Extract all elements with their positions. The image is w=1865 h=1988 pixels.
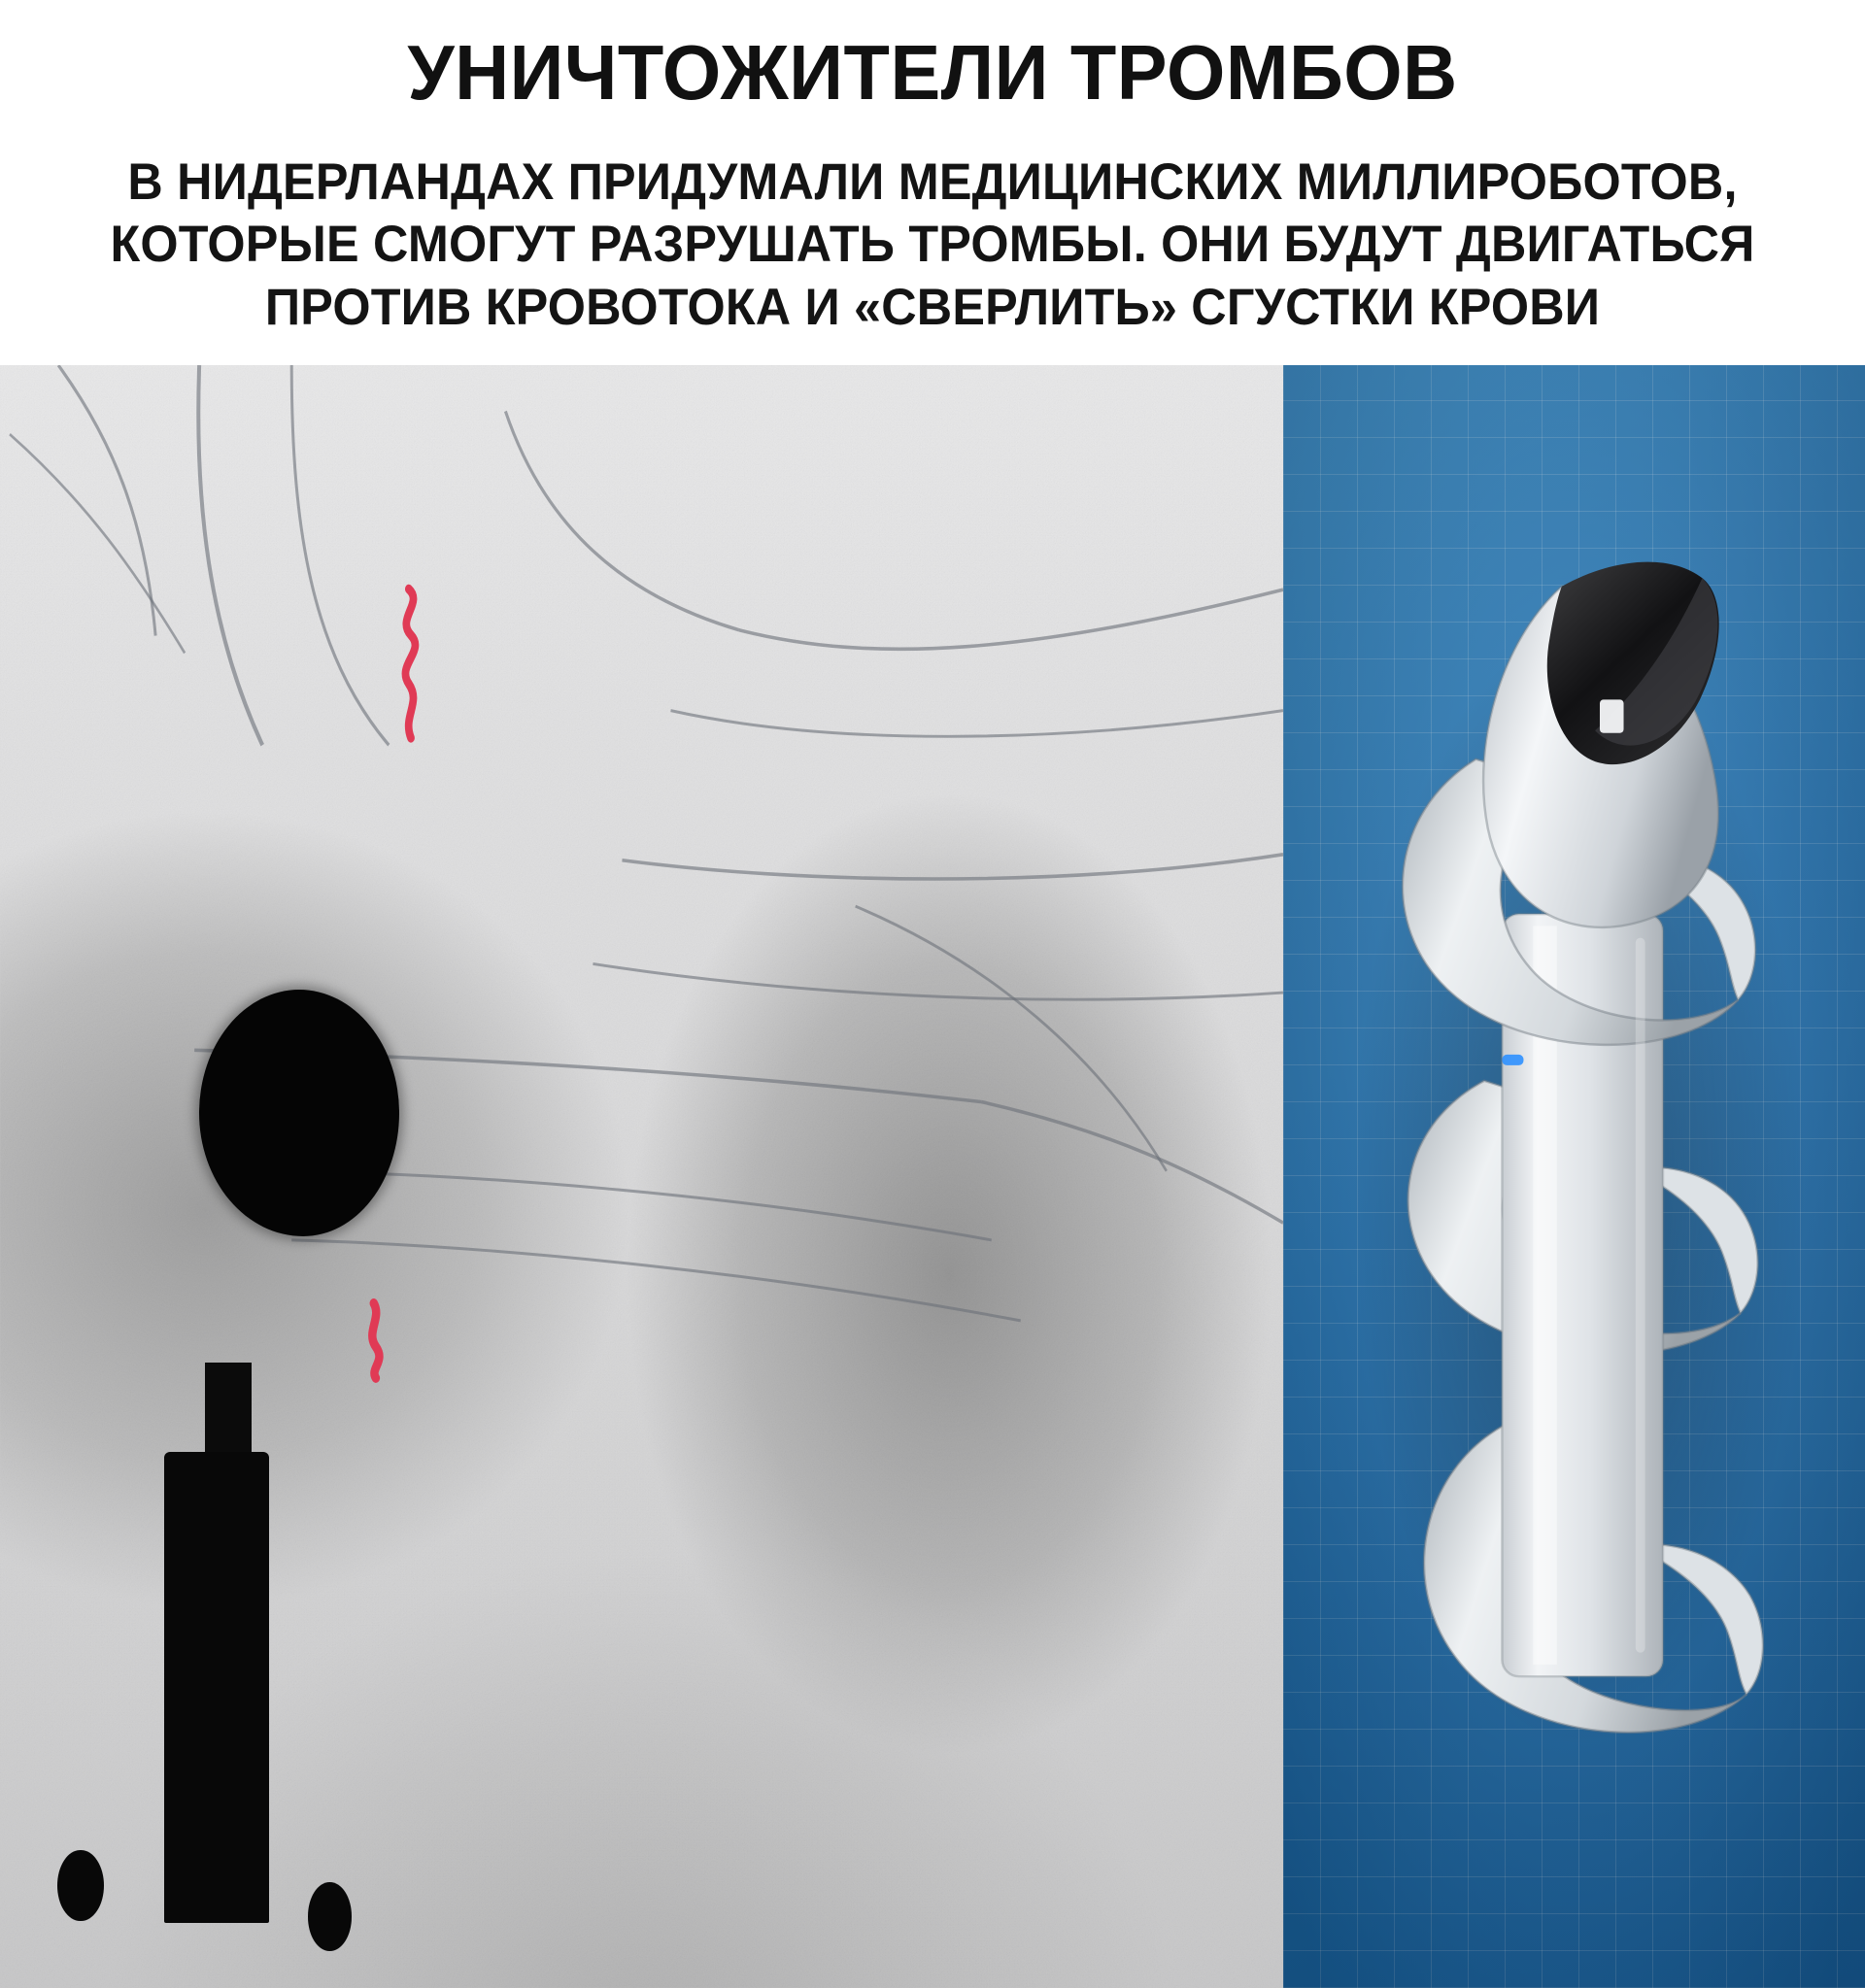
image-strip — [0, 365, 1865, 1988]
dark-dot-right — [308, 1882, 352, 1950]
dark-circular-aperture — [199, 990, 399, 1236]
millirobot-render-panel — [1283, 365, 1865, 1988]
millirobot-marker-lower — [359, 1298, 390, 1383]
millirobot-marker-upper — [379, 584, 443, 746]
x-ray-photo — [0, 365, 1283, 1988]
screw-millirobot-model — [1324, 414, 1824, 1939]
dark-instrument-body — [164, 1452, 269, 1923]
page-title: УНИЧТОЖИТЕЛИ ТРОМБОВ — [407, 29, 1458, 116]
caption-block — [0, 0, 1865, 365]
caption-text: В НИДЕРЛАНДАХ ПРИДУМАЛИ МЕДИЦИНСКИХ МИЛЛИРОБОТОВ, КОТОРЫЕ СМОГУТ РАЗРУШАТЬ ТРОМБЫ. ОНИ БУДУТ ДВИГАТЬСЯ ПРОТИВ КРОВОТОКА И «СВЕРЛИТЬ» СГУСТКИ КРОВИ — [110, 152, 1755, 336]
dark-dot-left — [57, 1850, 104, 1922]
